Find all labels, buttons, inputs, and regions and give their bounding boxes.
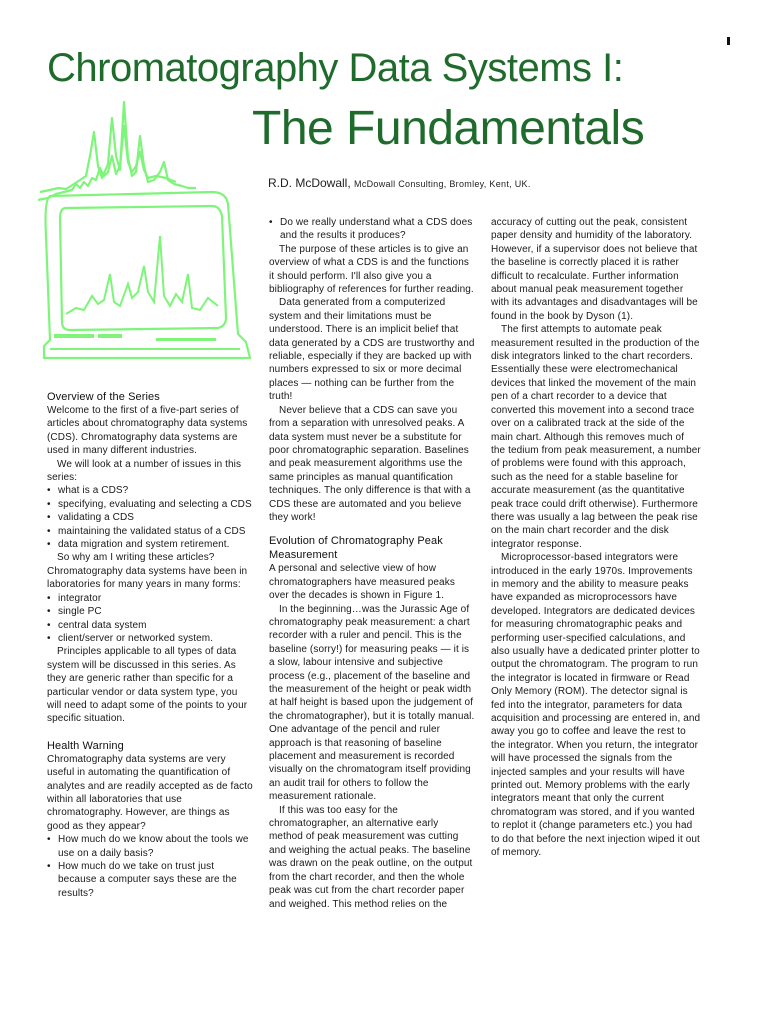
personal-paragraph: A personal and selective view of how chromatographers have measured peaks over the decades is shown in Figure 1. xyxy=(269,563,455,602)
list-item: • validating a CDS xyxy=(47,511,254,524)
cutting-paragraph: If this was too easy for the chromatographer, an alternative early method of peak measurement was cutting and weighing the actual peaks. The baseline was drawn on the peak outline, on the output from the chart recorder, and then the whole peak was cut from the chart recorder paper and weighed. This method relies on the xyxy=(269,804,473,910)
list-item: • How much do we take on trust just because a computer says these are the results? xyxy=(47,860,254,900)
beginning-paragraph: In the beginning…was the Jurassic Age of chromatography peak measurement: a chart recorder with a ruler and pencil. This is the baseline (sorry!) for measuring peaks — it is a slow, labour intensive and subjective process (e.g., placement of the baseline and the measurement of the height or peak width at half height is based upon the judgement of the chromatographer), but it is totally manual. One advantage of the pencil and ruler approach is that reasoning of baseline placement and measurement is recorded visually on the chromatogram itself providing an audit trail for others to follow the measurement rationale. xyxy=(269,603,475,803)
list-item: • Do we really understand what a CDS does and the results it produces? xyxy=(269,216,475,243)
list-item: • data migration and system retirement. xyxy=(47,538,254,551)
question-list xyxy=(269,216,475,243)
health-questions-list xyxy=(47,833,254,900)
byline xyxy=(268,176,531,190)
accuracy-paragraph: accuracy of cutting out the peak, consistent paper density and humidity of the laboratory. However, if a supervisor does not believe that the baseline is correctly placed it is rather difficult to recalculate. Further information about manual peak measurement together with its advantages and disadvantages will be found in the book by Dyson (1). xyxy=(491,217,698,322)
page-mark xyxy=(722,37,730,45)
list-item: • How much do we know about the tools we use on a daily basis? xyxy=(47,833,254,860)
chromatogram-monitor-icon xyxy=(36,96,252,366)
author-affiliation: McDowall Consulting, Bromley, Kent, UK. xyxy=(354,179,531,189)
evolution-heading: Evolution of Chromatography Peak Measurement xyxy=(269,535,443,562)
microprocessor-paragraph: Microprocessor-based integrators were introduced in the early 1970s. Improvements in memory and the ability to measure peaks have expanded as microprocessors have developed. Integrators are dedicated devices for measuring chromatographic peaks and performing user-specified calculations, and also usually have a dedicated printer plotter to output the chromatogram. The program to run the integrator is located in firmware or Read Only Memory (ROM). The detector signal is fed into the integrator, parameters for data acquisition and processing are entered in, and away you go to coffee and leave the rest to the integrator. When you return, the integrator will have processed the signals from the injected samples and your results will have printed out. Memory problems with the early integrators meant that only the current chromatogram was stored, and if you wanted to replot it (change parameters etc.) you had to do that before the next injection wiped it out of memory. xyxy=(491,552,701,859)
forms-list xyxy=(47,592,254,646)
list-item: • integrator xyxy=(47,592,254,605)
health-heading: Health Warning xyxy=(47,739,124,752)
list-item: • single PC xyxy=(47,605,254,618)
overview-heading: Overview of the Series xyxy=(47,391,160,403)
title-line-1: Chromatography Data Systems I: xyxy=(47,46,624,90)
list-item: • client/server or networked system. xyxy=(47,632,254,645)
right-column xyxy=(491,216,701,860)
title-line-2: The Fundamentals xyxy=(252,102,645,155)
overview-paragraph: Welcome to the first of a five-part series of articles about chromatography data systems (CDS). Chromatography data systems are used in many different industries. xyxy=(47,405,248,457)
issues-list xyxy=(47,484,254,551)
why-paragraph: So why am I writing these articles? Chromatography data systems have been in laboratories for many years in many forms: xyxy=(47,552,248,591)
health-paragraph: Chromatography data systems are very useful in automating the quantification of analytes and are readily accepted as de facto within all laboratories that use chromatography. However, are things as good as they appear? xyxy=(47,753,253,832)
list-item: • maintaining the validated status of a CDS xyxy=(47,525,254,538)
left-column xyxy=(47,390,254,900)
list-item: • specifying, evaluating and selecting a CDS xyxy=(47,498,254,511)
first-attempts-paragraph: The first attempts to automate peak measurement resulted in the production of the disk integrators linked to the chart recorders. Essentially these were electromechanical devices that linked the movement of the main pen of a chart recorder to a device that converted this movement into a second trace over on a calibrated track at the side of the main chart. Although this removes much of the tedium from peak measurement, a number of problems were found with this approach, such as the need for a stable baseline for accurate measurement (as the quantitative peak trace could drift otherwise). Furthermore there was usually a lag between the peak rise on the main chart recorder and the disk integrator response. xyxy=(491,324,701,550)
purpose-paragraph: The purpose of these articles is to give an overview of what a CDS is and the functions it should perform. I'll also give you a bibliography of references for further reading. xyxy=(269,243,474,296)
list-item: • central data system xyxy=(47,619,254,632)
never-paragraph: Never believe that a CDS can save you from a separation with unresolved peaks. A data system must never be a substitute for poor chromatographic separation. Baselines and peak measurement algorithms use the same principles as manual quantification techniques. The only difference is that with a CDS these are automated and you believe they work! xyxy=(269,404,471,523)
generated-paragraph: Data generated from a computerized system and their limitations must be understood. There is an implicit belief that data generated by a CDS are trustworthy and reliable, especially if they are backed up with numbers expressed to six or more decimal places — nothing can be further from the truth! xyxy=(269,297,475,403)
author-name: R.D. McDowall, xyxy=(268,176,351,190)
principles-paragraph: Principles applicable to all types of data system will be discussed in this series. As they are generic rather than specific for a particular vendor or data system type, you will need to adapt some of the points to your specific situation. xyxy=(47,646,248,725)
issues-intro: We will look at a number of issues in this series: xyxy=(47,458,242,484)
list-item: • what is a CDS? xyxy=(47,484,254,497)
middle-column xyxy=(269,216,475,911)
